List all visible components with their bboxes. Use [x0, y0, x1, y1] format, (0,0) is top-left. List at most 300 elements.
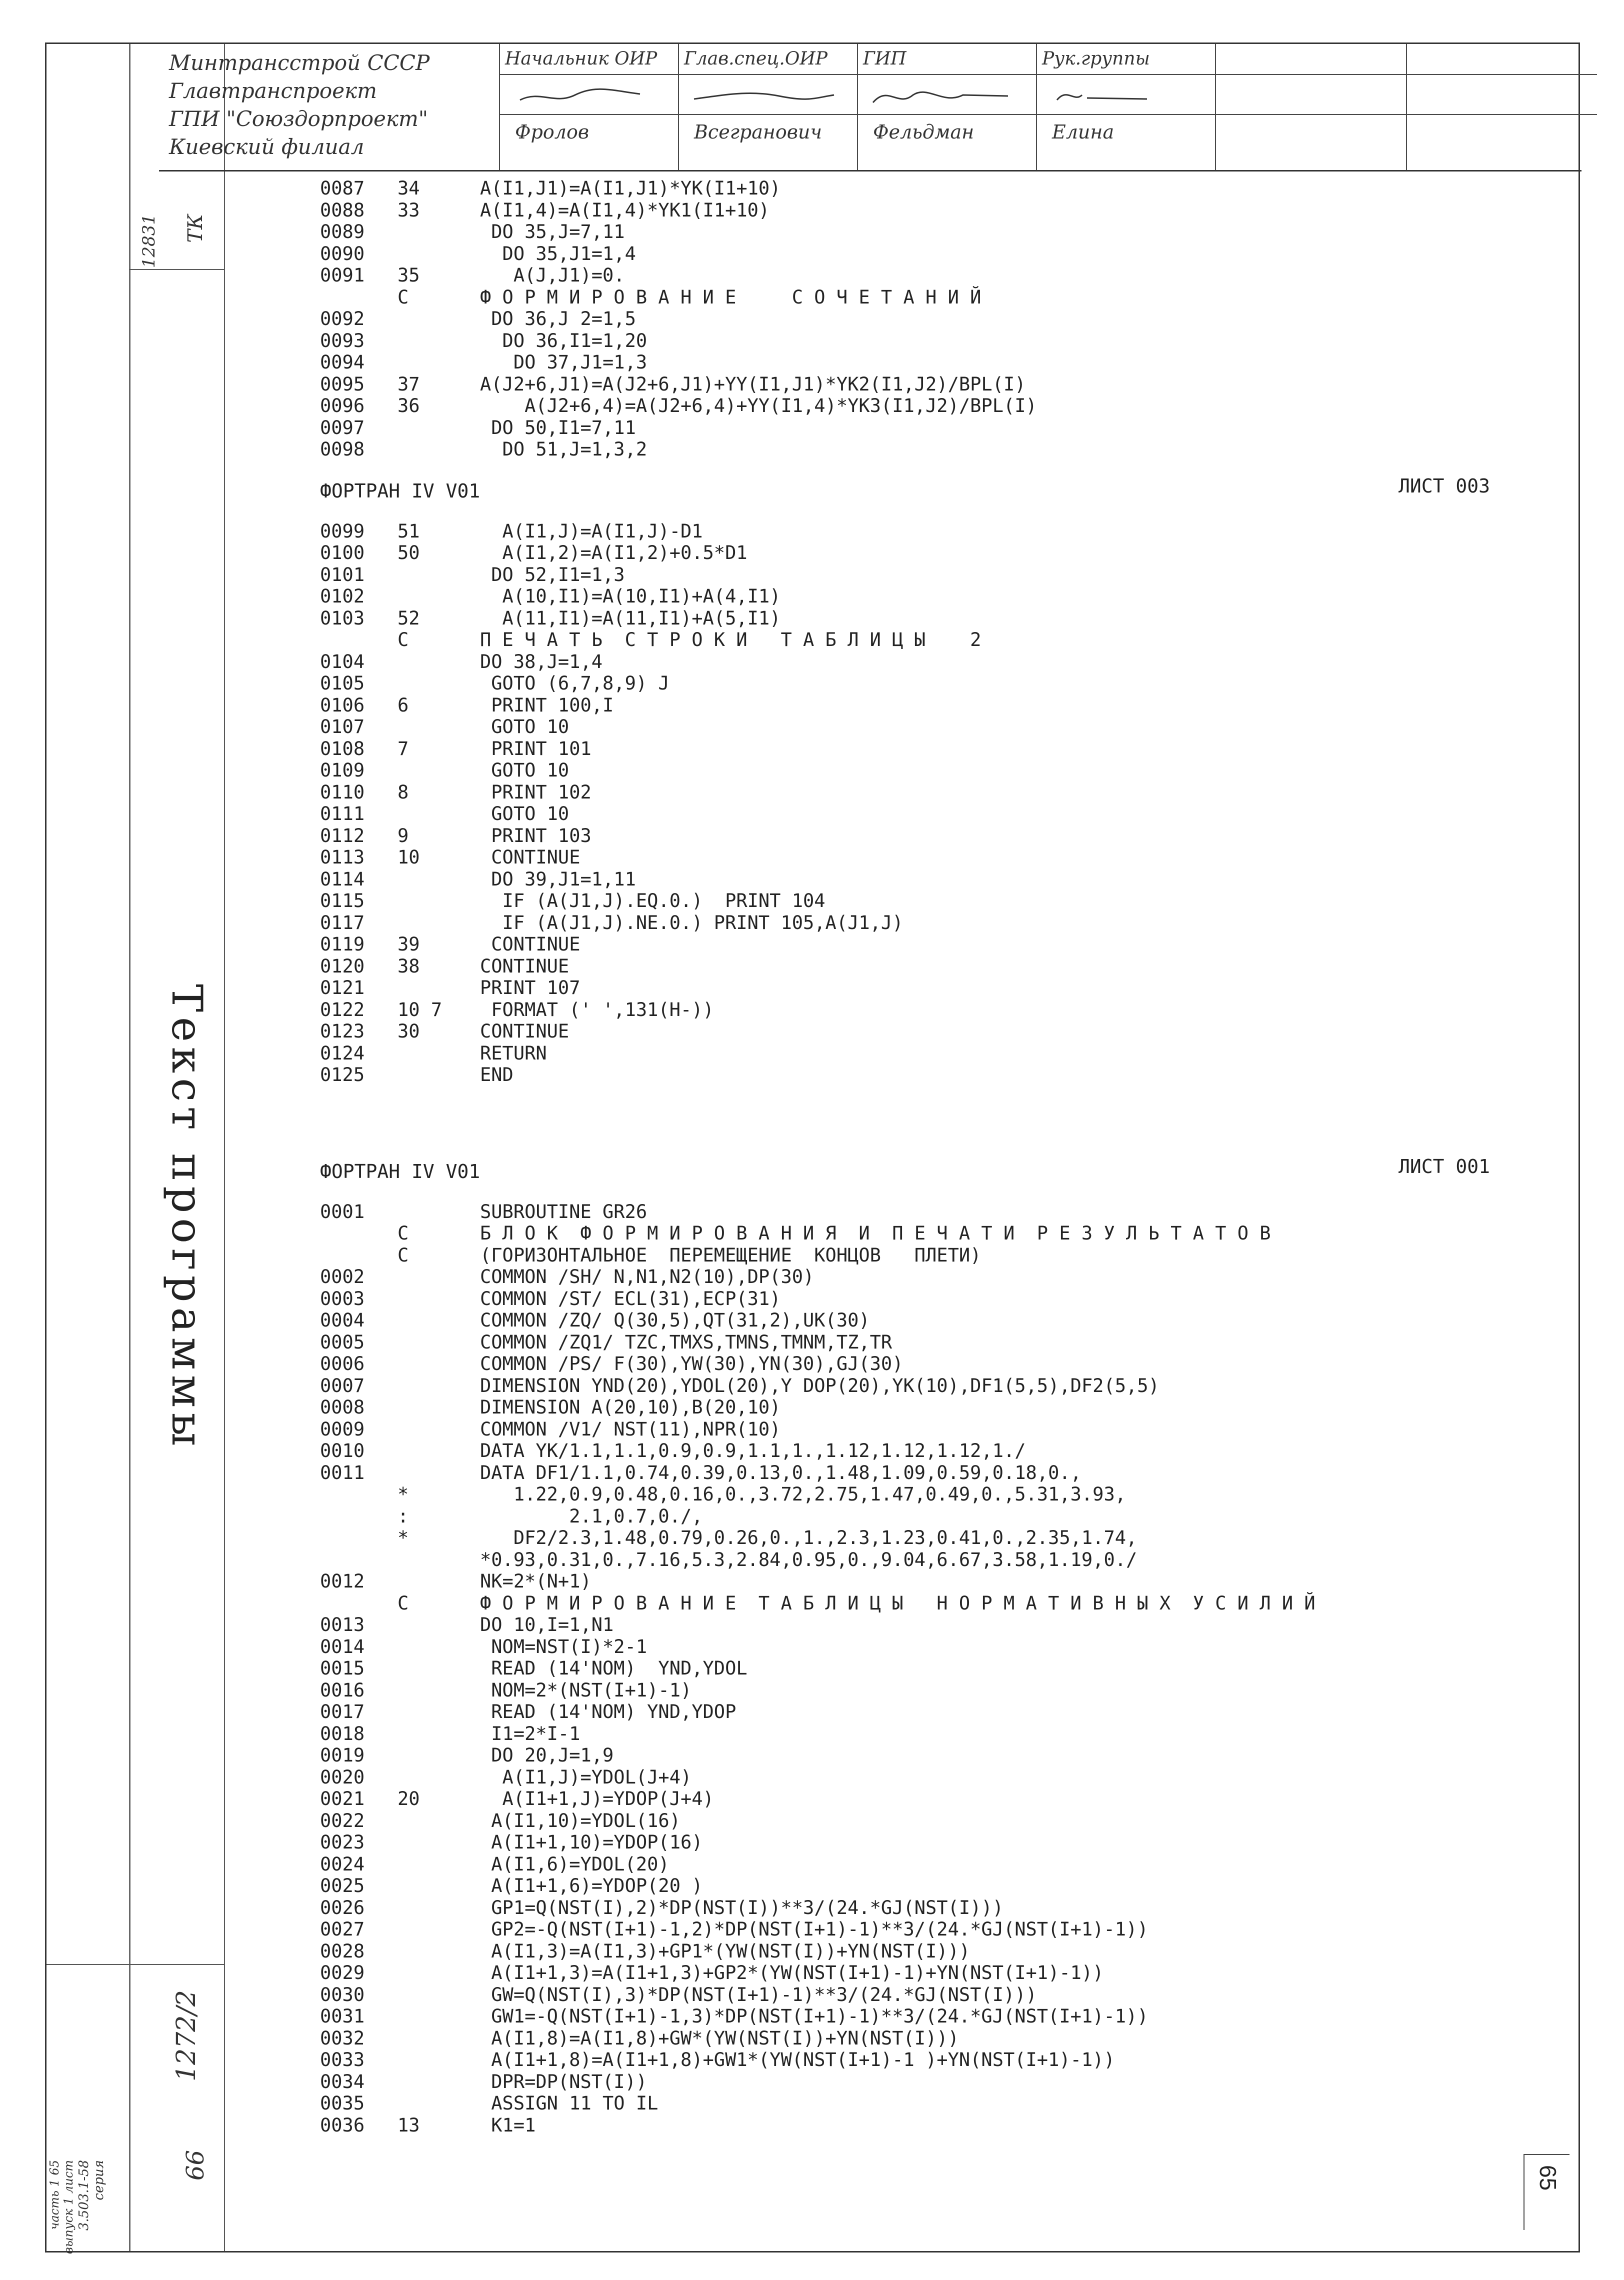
code-text: NOM=NST(I)*2-1 — [480, 1636, 648, 1658]
line-number: 0023 — [320, 1832, 365, 1853]
code-text: COMMON /PS/ F(30),YW(30),YN(30),GJ(30) — [480, 1353, 904, 1374]
statement-label: 8 — [398, 781, 409, 803]
approval-column — [857, 44, 1036, 170]
code-line — [320, 374, 1490, 396]
code-line — [320, 1396, 1490, 1418]
person-name — [1216, 115, 1406, 149]
code-text: IF (A(J1,J).NE.0.) PRINT 105,A(J1,J) — [480, 912, 904, 934]
code-line — [320, 1810, 1490, 1832]
code-text: NK=2*(N+1) — [480, 1570, 592, 1592]
page-number-box — [1524, 2154, 1570, 2230]
line-number: 0026 — [320, 1896, 365, 1918]
code-text: A(I1,3)=A(I1,3)+GP1*(YW(NST(I))+YN(NST(I))) — [480, 1940, 970, 1962]
line-number: 0030 — [320, 1984, 365, 2006]
code-text: GW=Q(NST(I),3)*DP(NST(I+1)-1)**3/(24.*GJ(NST(I))) — [480, 1984, 1037, 2006]
code-line — [320, 1592, 1490, 1614]
code-line — [320, 1744, 1490, 1766]
line-number: 0016 — [320, 1679, 365, 1701]
code-text: COMMON /ZQ/ Q(30,5),QT(31,2),UK(30) — [480, 1310, 870, 1331]
line-number: 0017 — [320, 1701, 365, 1722]
code-text: A(I1+1,J)=YDOP(J+4) — [480, 1788, 714, 1810]
line-number: 0011 — [320, 1462, 365, 1484]
code-text: DPR=DP(NST(I)) — [480, 2070, 648, 2092]
statement-label: 30 — [398, 1020, 420, 1042]
code-text: DO 52,I1=1,3 — [480, 564, 625, 586]
sheet-label: ЛИСТ 003 — [1398, 474, 1490, 497]
approval-column — [499, 44, 678, 170]
role-label — [1216, 44, 1406, 75]
listing-page-header — [320, 1141, 1490, 1201]
code-text: DATA YK/1.1,1.1,0.9,0.9,1.1,1.,1.12,1.12,1.12,1./ — [480, 1440, 1026, 1462]
code-text: GP2=-Q(NST(I+1)-1,2)*DP(NST(I+1)-1)**3/(24.*GJ(NST(I+1)-1)) — [480, 1918, 1148, 1940]
line-number: 0007 — [320, 1374, 365, 1396]
code-text: K1=1 — [480, 2114, 536, 2136]
line-number: 0096 — [320, 395, 365, 416]
code-line — [320, 738, 1490, 760]
code-text: GOTO (6,7,8,9) J — [480, 672, 670, 694]
role-label: Начальник ОИР — [500, 44, 678, 75]
line-number: 0032 — [320, 2027, 365, 2049]
code-text: READ (14'NOM) YND,YDOL — [480, 1658, 748, 1679]
code-line — [320, 1042, 1490, 1064]
code-text: DO 36,J 2=1,5 — [480, 308, 636, 330]
code-text: A(I1,10)=YDOL(16) — [480, 1810, 680, 1832]
code-line — [320, 352, 1490, 374]
line-number: 0036 — [320, 2114, 365, 2136]
line-number: 0009 — [320, 1418, 365, 1440]
line-number: 0102 — [320, 586, 365, 607]
code-line — [320, 956, 1490, 978]
code-text: COMMON /ZQ1/ TZC,TMXS,TMNS,TMNM,TZ,TR — [480, 1331, 892, 1353]
code-line — [320, 395, 1490, 417]
approval-column — [1036, 44, 1215, 170]
code-line — [320, 1064, 1490, 1086]
approval-column — [1215, 44, 1406, 170]
code-line — [320, 1940, 1490, 1962]
line-number: 0012 — [320, 1570, 365, 1592]
code-line — [320, 1266, 1490, 1288]
person-name: Елина — [1052, 121, 1114, 143]
org-line: Минтрансстрой СССР — [169, 50, 430, 75]
statement-label: 34 — [398, 178, 420, 199]
line-number: 0113 — [320, 846, 365, 868]
signature — [858, 75, 1036, 115]
code-line — [320, 1020, 1490, 1042]
section-gap — [320, 1086, 1490, 1141]
approval-column — [1406, 44, 1597, 170]
code-text: DO 37,J1=1,3 — [480, 352, 648, 373]
code-text: Б Л О К Ф О Р М И Р О В А Н И Я И П Е Ч А Т И Р Е З У Л Ь Т А Т О В — [480, 1222, 1271, 1244]
line-number: 0024 — [320, 1853, 365, 1875]
code-line — [320, 520, 1490, 542]
code-text: DO 35,J=7,11 — [480, 221, 625, 242]
code-text: A(I1,J)=YDOL(J+4) — [480, 1766, 692, 1788]
code-line — [320, 1549, 1490, 1571]
line-number: 0028 — [320, 1940, 365, 1962]
code-text: CONTINUE — [480, 955, 570, 977]
code-line — [320, 1527, 1490, 1549]
line-number: 0110 — [320, 781, 365, 803]
code-text: A(I1,6)=YDOL(20) — [480, 1853, 670, 1875]
code-line — [320, 890, 1490, 912]
code-line — [320, 694, 1490, 716]
code-line — [320, 1897, 1490, 1919]
statement-label: C — [398, 1592, 409, 1614]
line-number: 0115 — [320, 890, 365, 912]
sheet-label: ЛИСТ 001 — [1398, 1155, 1490, 1178]
signature — [500, 75, 678, 115]
code-line — [320, 868, 1490, 890]
statement-label: 35 — [398, 264, 420, 286]
code-text: COMMON /V1/ NST(11),NPR(10) — [480, 1418, 781, 1440]
code-text: IF (A(J1,J).EQ.0.) PRINT 104 — [480, 890, 826, 912]
code-line — [320, 912, 1490, 934]
code-text: DO 36,I1=1,20 — [480, 330, 648, 352]
compiler-label: ФОРТРАН IV V01 — [320, 480, 480, 502]
code-text: DF2/2.3,1.48,0.79,0.26,0.,1.,2.3,1.23,0.41,0.,2.35,1.74, — [480, 1527, 1138, 1548]
line-number: 0003 — [320, 1288, 365, 1310]
role-label: ГИП — [858, 44, 1036, 75]
line-number: 0125 — [320, 1064, 365, 1086]
code-line — [320, 716, 1490, 738]
code-text: Ф О Р М И Р О В А Н И Е С О Ч Е Т А Н И Й — [480, 286, 982, 308]
code-text: A(I1,J)=A(I1,J)-D1 — [480, 520, 703, 542]
line-number: 0020 — [320, 1766, 365, 1788]
code-line — [320, 178, 1490, 200]
statement-label: : — [398, 1505, 409, 1527]
statement-label: 20 — [398, 1788, 420, 1810]
line-number: 0091 — [320, 264, 365, 286]
statement-label: 50 — [398, 542, 420, 564]
code-line — [320, 2092, 1490, 2114]
code-text: RETURN — [480, 1042, 547, 1064]
code-line — [320, 1918, 1490, 1940]
code-text: *0.93,0.31,0.,7.16,5.3,2.84,0.95,0.,9.04,6.67,3.58,1.19,0./ — [480, 1548, 1138, 1570]
code-text: CONTINUE — [480, 846, 580, 868]
code-text: (ГОРИЗОНТАЛЬНОЕ ПЕРЕМЕЩЕНИЕ КОНЦОВ ПЛЕТИ) — [480, 1244, 982, 1266]
signature — [679, 75, 857, 115]
code-line — [320, 1375, 1490, 1397]
statement-label: 33 — [398, 199, 420, 221]
doc-id: 12831 — [139, 214, 159, 268]
code-line — [320, 1288, 1490, 1310]
code-line — [320, 1506, 1490, 1528]
line-number: 0112 — [320, 824, 365, 846]
listing-page-header — [320, 460, 1490, 520]
line-number: 0092 — [320, 308, 365, 330]
stamp-series: 3.503.1-58 — [76, 2160, 92, 2231]
statement-label: C — [398, 286, 409, 308]
code-text: COMMON /ST/ ECL(31),ECP(31) — [480, 1288, 781, 1310]
org-line: Киевский филиал — [169, 134, 364, 159]
code-line — [320, 1723, 1490, 1745]
statement-label: 10 7 — [398, 998, 442, 1020]
line-number: 0090 — [320, 242, 365, 264]
line-number: 0087 — [320, 178, 365, 199]
code-line — [320, 221, 1490, 243]
code-text: 1.22,0.9,0.48,0.16,0.,3.72,2.75,1.47,0.49,0.,5.31,3.93, — [480, 1484, 1126, 1505]
code-line — [320, 1614, 1490, 1636]
code-text: DO 38,J=1,4 — [480, 650, 603, 672]
code-line — [320, 1875, 1490, 1897]
vertical-section-title: Текст программы — [162, 984, 212, 1452]
code-line — [320, 608, 1490, 630]
line-number: 0121 — [320, 977, 365, 998]
signature-blank — [1216, 75, 1406, 115]
code-line — [320, 1636, 1490, 1658]
code-text: PRINT 103 — [480, 824, 592, 846]
code-text: GW1=-Q(NST(I+1)-1,3)*DP(NST(I+1)-1)**3/(24.*GJ(NST(I+1)-1)) — [480, 2006, 1148, 2027]
line-number: 0119 — [320, 934, 365, 955]
line-number: 0097 — [320, 416, 365, 438]
line-number: 0015 — [320, 1658, 365, 1679]
code-text: DO 10,I=1,N1 — [480, 1614, 614, 1636]
code-text: A(10,I1)=A(10,I1)+A(4,I1) — [480, 586, 781, 607]
line-number: 0094 — [320, 352, 365, 373]
code-line — [320, 651, 1490, 673]
code-text: DO 50,I1=7,11 — [480, 416, 636, 438]
line-number: 0103 — [320, 607, 365, 629]
code-line — [320, 1962, 1490, 1984]
code-line — [320, 243, 1490, 265]
code-line — [320, 1201, 1490, 1223]
line-number: 0034 — [320, 2070, 365, 2092]
code-text: DO 20,J=1,9 — [480, 1744, 614, 1766]
fortran-listing — [320, 178, 1490, 2136]
code-text: A(I1,8)=A(I1,8)+GW*(YW(NST(I))+YN(NST(I))) — [480, 2027, 959, 2049]
line-number: 0027 — [320, 1918, 365, 1940]
code-text: I1=2*I-1 — [480, 1722, 580, 1744]
code-text: DIMENSION YND(20),YDOL(20),Y DOP(20),YK(10),DF1(5,5),DF2(5,5) — [480, 1374, 1160, 1396]
line-number: 0004 — [320, 1310, 365, 1331]
code-text: A(J2+6,J1)=A(J2+6,J1)+YY(I1,J1)*YK2(I1,J2)/BPL(I) — [480, 373, 1026, 395]
statement-label: 10 — [398, 846, 420, 868]
code-line — [320, 977, 1490, 999]
code-line — [320, 286, 1490, 308]
line-number: 0022 — [320, 1810, 365, 1832]
code-text: PRINT 107 — [480, 977, 580, 998]
code-line — [320, 2114, 1490, 2136]
role-label: Рук.группы — [1037, 44, 1215, 75]
code-line — [320, 999, 1490, 1021]
line-number: 0111 — [320, 803, 365, 824]
line-number: 0005 — [320, 1331, 365, 1353]
code-line — [320, 2006, 1490, 2028]
code-text: A(I1,2)=A(I1,2)+0.5*D1 — [480, 542, 748, 564]
line-number: 0105 — [320, 672, 365, 694]
statement-label: 39 — [398, 934, 420, 955]
line-number: 0107 — [320, 716, 365, 738]
code-line — [320, 564, 1490, 586]
statement-label: 7 — [398, 738, 409, 760]
statement-label: 37 — [398, 373, 420, 395]
line-number: 0021 — [320, 1788, 365, 1810]
code-line — [320, 1854, 1490, 1876]
code-text: PRINT 101 — [480, 738, 592, 760]
margin-divider — [129, 44, 130, 2251]
line-number: 0108 — [320, 738, 365, 760]
approval-grid — [499, 44, 1597, 170]
line-number: 0006 — [320, 1353, 365, 1374]
code-line — [320, 803, 1490, 825]
stamp-code: 1272/2 — [172, 1990, 202, 2082]
code-line — [320, 1766, 1490, 1788]
code-text: 2.1,0.7,0./, — [480, 1505, 703, 1527]
code-line — [320, 1680, 1490, 1702]
line-number: 0018 — [320, 1722, 365, 1744]
line-number: 0101 — [320, 564, 365, 586]
person-name: Фельдман — [873, 121, 974, 143]
code-text: DO 35,J1=1,4 — [480, 242, 636, 264]
statement-label: * — [398, 1527, 409, 1548]
line-number: 0117 — [320, 912, 365, 934]
margin-stamp — [46, 1964, 224, 2255]
code-line — [320, 1570, 1490, 1592]
code-text: PRINT 100,I — [480, 694, 614, 716]
code-text: GOTO 10 — [480, 803, 570, 824]
code-text: GP1=Q(NST(I),2)*DP(NST(I))**3/(24.*GJ(NST(I))) — [480, 1896, 1004, 1918]
line-number: 0025 — [320, 1875, 365, 1896]
code-line — [320, 1418, 1490, 1440]
code-line — [320, 438, 1490, 460]
line-number: 0013 — [320, 1614, 365, 1636]
code-line — [320, 825, 1490, 847]
line-number: 0035 — [320, 2092, 365, 2114]
code-text: READ (14'NOM) YND,YDOP — [480, 1701, 736, 1722]
person-name: Фролов — [515, 121, 589, 143]
code-text: DATA DF1/1.1,0.74,0.39,0.13,0.,1.48,1.09,0.59,0.18,0., — [480, 1462, 1082, 1484]
code-text: A(J2+6,4)=A(J2+6,4)+YY(I1,4)*YK3(I1,J2)/BPL(I) — [480, 395, 1037, 416]
line-number: 0114 — [320, 868, 365, 890]
signature-blank — [1407, 75, 1597, 115]
line-number: 0089 — [320, 221, 365, 242]
code-text: A(I1,J1)=A(I1,J1)*YK(I1+10) — [480, 178, 781, 199]
line-number: 0095 — [320, 373, 365, 395]
code-line — [320, 1788, 1490, 1810]
line-number: 0124 — [320, 1042, 365, 1064]
statement-label: 13 — [398, 2114, 420, 2136]
stamp-series: серия — [92, 2160, 106, 2200]
approval-column — [678, 44, 857, 170]
statement-label: C — [398, 1222, 409, 1244]
code-line — [320, 1658, 1490, 1680]
code-line — [320, 1310, 1490, 1332]
org-line: ГПИ "Союздорпроект" — [169, 106, 428, 131]
doc-code: ТК — [184, 214, 207, 243]
code-line — [320, 782, 1490, 804]
code-line — [320, 264, 1490, 286]
signature — [1037, 75, 1215, 115]
stamp-number: 66 — [182, 2150, 210, 2181]
line-number: 0122 — [320, 998, 365, 1020]
line-number: 0120 — [320, 955, 365, 977]
line-number: 0010 — [320, 1440, 365, 1462]
code-line — [320, 672, 1490, 694]
line-number: 0014 — [320, 1636, 365, 1658]
org-line: Главтранспроект — [169, 78, 377, 103]
code-text: SUBROUTINE GR26 — [480, 1200, 648, 1222]
line-number: 0002 — [320, 1266, 365, 1288]
line-number: 0098 — [320, 438, 365, 460]
code-text: NOM=2*(NST(I+1)-1) — [480, 1679, 692, 1701]
line-number: 0031 — [320, 2006, 365, 2027]
role-label: Глав.спец.ОИР — [679, 44, 857, 75]
line-number: 0099 — [320, 520, 365, 542]
code-text: PRINT 102 — [480, 781, 592, 803]
statement-label: 51 — [398, 520, 420, 542]
code-line — [320, 2049, 1490, 2071]
code-text: GOTO 10 — [480, 716, 570, 738]
statement-label: C — [398, 1244, 409, 1266]
code-line — [320, 1440, 1490, 1462]
code-text: GOTO 10 — [480, 760, 570, 781]
code-line — [320, 1353, 1490, 1375]
statement-label: 38 — [398, 955, 420, 977]
line-number: 0033 — [320, 2049, 365, 2070]
code-line — [320, 934, 1490, 956]
doc-id-box — [129, 209, 224, 270]
code-line — [320, 629, 1490, 651]
code-line — [320, 308, 1490, 330]
code-line — [320, 417, 1490, 439]
stamp-series: часть 1 65 — [48, 2160, 62, 2230]
role-label — [1407, 44, 1597, 75]
statement-label: C — [398, 629, 409, 650]
compiler-label: ФОРТРАН IV V01 — [320, 1160, 480, 1182]
statement-label: 52 — [398, 607, 420, 629]
code-text: A(I1+1,3)=A(I1+1,3)+GP2*(YW(NST(I+1)-1)+YN(NST(I+1)-1)) — [480, 1962, 1104, 1984]
code-text: COMMON /SH/ N,N1,N2(10),DP(30) — [480, 1266, 814, 1288]
code-text: DIMENSION A(20,10),B(20,10) — [480, 1396, 781, 1418]
code-line — [320, 1222, 1490, 1244]
statement-label: 36 — [398, 395, 420, 416]
code-line — [320, 760, 1490, 782]
person-name — [1407, 115, 1597, 149]
title-block — [159, 44, 1582, 172]
line-number: 0106 — [320, 694, 365, 716]
organization-name — [169, 49, 489, 161]
line-number: 0109 — [320, 760, 365, 781]
code-line — [320, 2028, 1490, 2050]
code-text: A(11,I1)=A(11,I1)+A(5,I1) — [480, 607, 781, 629]
code-text: П Е Ч А Т Ь С Т Р О К И Т А Б Л И Ц Ы 2 — [480, 629, 982, 650]
code-text: FORMAT (' ',131(H-)) — [480, 998, 714, 1020]
line-number: 0088 — [320, 199, 365, 221]
code-text: A(I1+1,6)=YDOP(20 ) — [480, 1875, 703, 1896]
code-text: A(I1,4)=A(I1,4)*YK1(I1+10) — [480, 199, 770, 221]
line-number: 0104 — [320, 650, 365, 672]
code-line — [320, 586, 1490, 608]
statement-label: * — [398, 1484, 409, 1505]
stamp-series: выпуск 1 лист — [62, 2160, 76, 2254]
code-line — [320, 1701, 1490, 1723]
code-text: DO 39,J1=1,11 — [480, 868, 636, 890]
code-text: END — [480, 1064, 514, 1086]
code-line — [320, 1332, 1490, 1354]
line-number: 0008 — [320, 1396, 365, 1418]
code-line — [320, 1832, 1490, 1854]
code-line — [320, 330, 1490, 352]
code-line — [320, 1462, 1490, 1484]
code-text: Ф О Р М И Р О В А Н И Е Т А Б Л И Ц Ы Н О Р М А Т И В Н Ы Х У С И Л И Й — [480, 1592, 1316, 1614]
code-text: CONTINUE — [480, 934, 580, 955]
code-line — [320, 1484, 1490, 1506]
code-text: A(J,J1)=0. — [480, 264, 625, 286]
line-number: 0029 — [320, 1962, 365, 1984]
statement-label: 6 — [398, 694, 409, 716]
person-name: Всегранович — [694, 121, 822, 143]
line-number: 0123 — [320, 1020, 365, 1042]
